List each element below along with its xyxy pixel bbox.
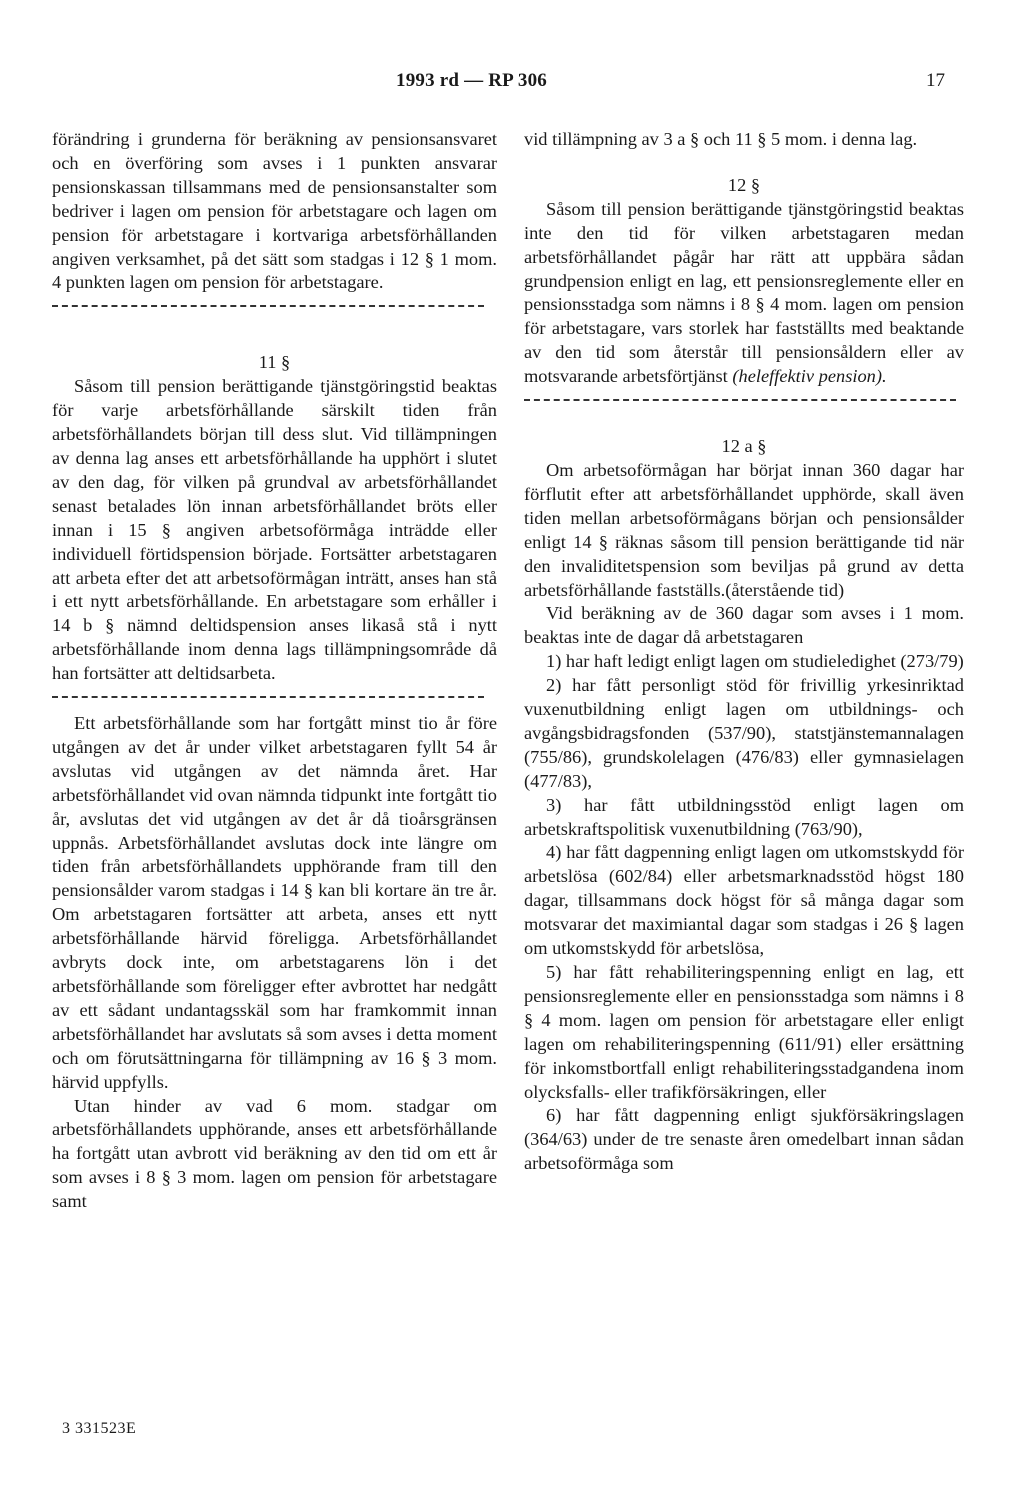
section-12-body: Såsom till pension berättigande tjänstgöringstid beaktas inte den tid för vilken arbetstagaren medan arbetsförhållandet pågår har rätt att uppbära sådan grundpension enligt en lag, ett pensionsreglemente eller en pensionsstadga som nämns i 8 § 4 mom. lagen om pension för arbetstagare, vars storlek har fastställts med beaktande av den tid som återstår till pensionsåldern eller av motsvarande arbetsförtjänst bbox=[524, 198, 964, 387]
list-conditions bbox=[524, 650, 964, 1176]
list-item: 1) har haft ledigt enligt lagen om studieledighet (273/79) bbox=[546, 651, 964, 672]
list-item: 5) har fått rehabiliteringspenning enligt en lag, ett pensionsreglemente eller en pensionsstadga som nämns i 8 § 4 mom. lagen om pension för arbetstagare eller enligt lagen om rehabiliteringspenning (611/91) eller ersättning för inkomstbortfall enligt rehabiliteringsstadgandena inom olycksfalls- eller trafikförsäkringen, eller bbox=[524, 962, 964, 1102]
section-12-italic: (heleffektiv pension). bbox=[732, 366, 887, 387]
print-code: 3 331523E bbox=[62, 1420, 137, 1437]
paragraph-continued-right: vid tillämpning av 3 a § och 11 § 5 mom. i denna lag. bbox=[524, 129, 918, 149]
paragraph-360-dagar: Vid beräkning av de 360 dagar som avses i 1 mom. beaktas inte de dagar då arbetstagaren bbox=[524, 603, 964, 648]
section-heading-12: 12 § bbox=[727, 174, 761, 195]
running-title: 1993 rd — RP 306 bbox=[396, 70, 547, 91]
section-12a-text: Om arbetsoförmågan har börjat innan 360 dagar har förflutit efter att arbetsförhållandet upphörde, skall även tiden mellan arbetsoförmågans början och pensionsålder enligt 14 § räknas såsom till pension berättigande tid när den invaliditetspension som beviljas på grund av detta arbetsförhållande fastställs.(återstående tid) bbox=[524, 459, 964, 600]
page-number: 17 bbox=[926, 70, 945, 91]
paragraph-utan-hinder: Utan hinder av vad 6 mom. stadgar om arbetsförhållandets upphörande, anses ett arbetsförhållande ha fortgått utan avbrott vid beräkning av den tid om ett år som avses i 8 § 3 mom. lagen om pension för arbetstagare samt bbox=[52, 1095, 497, 1212]
section-12-text bbox=[524, 198, 964, 389]
list-item: 3) har fått utbildningsstöd enligt lagen om arbetskraftspolitisk vuxenutbildning (763/90), bbox=[524, 794, 964, 839]
dashed-divider bbox=[52, 696, 484, 700]
right-column bbox=[524, 128, 964, 1176]
paragraph-arbetsforhallande: Ett arbetsförhållande som har fortgått minst tio år före utgången av det år under vilket arbetstagaren fyllt 54 år avslutas vid utgången av det nämnda året. Har arbetsförhållandet vid ovan nämnda tidpunkt inte fortgått tio år, avslutas det vid utgången av det år då tioårsgränsen uppnås. Arbetsförhållandet avslutas dock inte längre om tiden från arbetsförhållandets upphörande fram till den pensionsålder varom stadgas i 14 § kan bli kortare än tre år. Om arbetstagaren fortsätter att arbeta, anses ett nytt arbetsförhållande härvid föreligga. Arbetsförhållandet avbryts dock inte, om arbetstagarens lön i det arbetsförhållande som föreligger efter avbrottet har nedgått av ett sådant undantagsskäl som har framkommit innan arbetsförhållandet har avslutats så som avses i detta moment och om förutsättningarna för tillämpning av 16 § 3 mom. härvid uppfylls. bbox=[52, 713, 497, 1092]
dashed-divider bbox=[524, 399, 956, 403]
paragraph-continued: förändring i grunderna för beräkning av pensionsansvaret och en överföring som avses i 1 punkten ansvarar pensionskassan tillsammans med de pensionsanstalter som bedriver i lagen om pension för arbetstagare och lagen om pension för arbetstagare i kortvariga arbetsförhållanden angiven verksamhet, på det sätt som stadgas i 12 § 1 mom. 4 punkten lagen om pension för arbetstagare. bbox=[52, 129, 497, 293]
section-heading-12a: 12 a § bbox=[721, 436, 767, 457]
list-item: 6) har fått dagpenning enligt sjukförsäkringslagen (364/63) under de tre senaste åren omedelbart innan sådan arbetsoförmåga som bbox=[524, 1105, 964, 1174]
section-11-text: Såsom till pension berättigande tjänstgöringstid beaktas för varje arbetsförhållande särskilt tiden från arbetsförhållandets början till dess slut. Vid tillämpningen av denna lag anses ett arbetsförhållande ha upphört i slutet av den dag, för vilken på grundval av arbetsförhållandet senast betalades lön innan arbetsförhållandet bröts eller innan i 15 § angiven arbetsoförmåga inträdde eller individuell förtidspension började. Fortsätter arbetstagaren att arbeta efter det att arbetsoförmågan inträtt, anses han stå i ett nytt arbetsförhållande. En arbetstagare som erhåller i 14 b § nämnd deltidspension anses likaså stå i nytt arbetsförhållande inom denna lags tillämpningsområde då han fortsätter att deltidsarbeta. bbox=[52, 376, 497, 684]
page-header bbox=[0, 70, 1024, 94]
section-heading-11: 11 § bbox=[258, 352, 291, 373]
list-item: 2) har fått personligt stöd för frivillig yrkesinriktad vuxenutbildning enligt lagen om utbildnings- och avgångsbidragsfonden (537/90), statstjänstemannalagen (755/86), grundskolelagen (476/83) eller gymnasielagen (477/83), bbox=[524, 675, 964, 791]
left-column bbox=[52, 128, 497, 1214]
dashed-divider bbox=[52, 305, 484, 309]
list-item: 4) har fått dagpenning enligt lagen om utkomstskydd för arbetslösa (602/84) eller arbetsmarknadsstöd högst 180 dagar, tillsammans dock högst för så många dagar som motsvarar det maximiantal dagar som stadgas i 26 § lagen om utkomstskydd för arbetslösa, bbox=[524, 842, 964, 959]
